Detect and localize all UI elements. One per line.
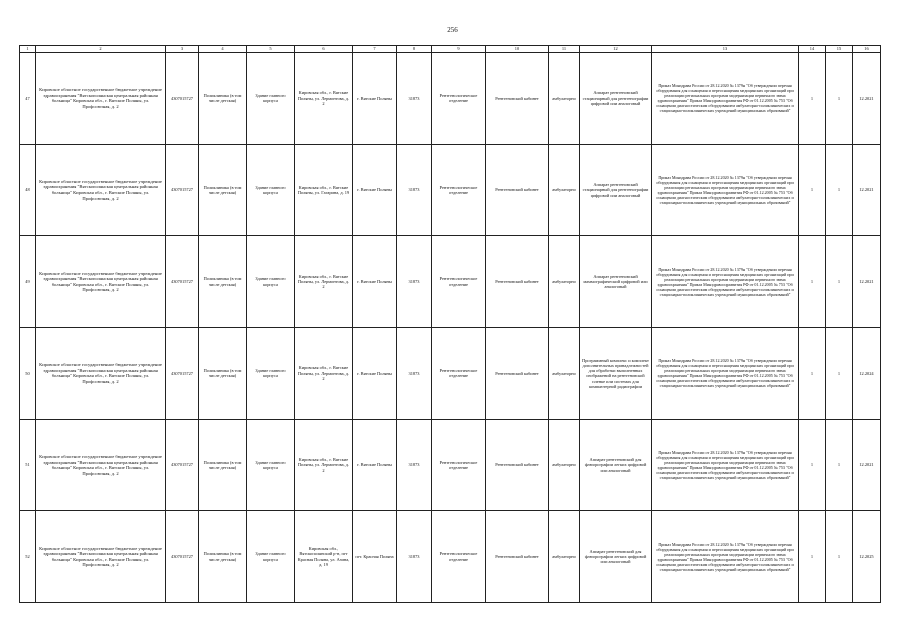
- unit-cell: Поликлиника (в том числе детская): [199, 511, 247, 603]
- equipment-cell: Аппарат рентгеновский для флюорографии легких цифровой или аналоговый: [580, 419, 652, 511]
- equipment-cell: Аппарат рентгеновский маммографический цифровой или аналоговый: [580, 236, 652, 328]
- inn-cell: 4307015727: [166, 144, 199, 236]
- building-cell: Здание главного корпуса: [247, 144, 295, 236]
- code-cell: 31873: [397, 53, 432, 145]
- room-cell: Рентгеновский кабинет: [486, 53, 549, 145]
- care-type-cell: амбулаторно: [549, 236, 580, 328]
- quantity-cell: 1: [826, 53, 853, 145]
- code-cell: 31873: [397, 511, 432, 603]
- column-header: 12: [580, 46, 652, 53]
- page-number: 256: [447, 26, 458, 34]
- department-cell: Рентгенологическое отделение: [432, 328, 486, 420]
- column-header: 14: [799, 46, 826, 53]
- column-header: 11: [549, 46, 580, 53]
- unit-cell: Поликлиника (в том числе детская): [199, 53, 247, 145]
- unit-cell: Поликлиника (в том числе детская): [199, 236, 247, 328]
- equipment-cell: Аппарат рентгеновский для флюорографии легких цифровой или аналоговый: [580, 511, 652, 603]
- column-header: 1: [20, 46, 36, 53]
- unit-cell: Поликлиника (в том числе детская): [199, 144, 247, 236]
- quantity-cell: 1: [799, 144, 826, 236]
- inn-cell: 4307015727: [166, 236, 199, 328]
- quantity-cell: 1: [826, 236, 853, 328]
- care-type-cell: амбулаторно: [549, 144, 580, 236]
- row-number-cell: 52: [20, 511, 36, 603]
- room-cell: Рентгеновский кабинет: [486, 328, 549, 420]
- address-cell: Кировская обл., Вятскополянский р-н, пгт Красная Поляна, ул. Азина, д. 19: [295, 511, 353, 603]
- inn-cell: 4307015727: [166, 511, 199, 603]
- date-cell: 12.2021: [853, 419, 881, 511]
- code-cell: 31873: [397, 144, 432, 236]
- care-type-cell: амбулаторно: [549, 419, 580, 511]
- unit-cell: Поликлиника (в том числе детская): [199, 419, 247, 511]
- care-type-cell: амбулаторно: [549, 53, 580, 145]
- quantity-cell: 1: [799, 236, 826, 328]
- row-number-cell: 50: [20, 328, 36, 420]
- quantity-cell: 1: [826, 419, 853, 511]
- city-cell: г. Вятские Поляны: [353, 144, 397, 236]
- unit-cell: Поликлиника (в том числе детская): [199, 328, 247, 420]
- regulation-cell: Приказ Минздрава России от 28.12.2020 № 1379н "Об утверждении перечня оборудования для оснащения и переоснащения медицинских организаций при реализации региональных программ модернизации первичного звена здравоохранения" Приказ Минздравсоцразвития РФ от 01.12.2005 № 753 "Об оснащении диагностическим оборудованием амбулаторно-поликлинических и стационарно-поликлинических учреждений муниципальных образований": [652, 236, 799, 328]
- quantity-cell: 1: [799, 328, 826, 420]
- column-header: 15: [826, 46, 853, 53]
- city-cell: г. Вятские Поляны: [353, 53, 397, 145]
- quantity-cell: 1: [826, 144, 853, 236]
- quantity-cell: 1: [826, 511, 853, 603]
- room-cell: Рентгеновский кабинет: [486, 144, 549, 236]
- column-header: 8: [397, 46, 432, 53]
- equipment-cell: Аппарат рентгеновский стационарный для рентгенографии цифровой или аналоговый: [580, 53, 652, 145]
- column-header: 4: [199, 46, 247, 53]
- regulation-cell: Приказ Минздрава России от 28.12.2020 № 1379н "Об утверждении перечня оборудования для оснащения и переоснащения медицинских организаций при реализации региональных программ модернизации первичного звена здравоохранения" Приказ Минздравсоцразвития РФ от 01.12.2005 № 753 "Об оснащении диагностическим оборудованием амбулаторно-поликлинических и стационарно-поликлинических учреждений муниципальных образований": [652, 144, 799, 236]
- code-cell: 31873: [397, 236, 432, 328]
- table-row: [20, 419, 881, 511]
- column-header: 16: [853, 46, 881, 53]
- room-cell: Рентгеновский кабинет: [486, 236, 549, 328]
- address-cell: Кировская обл., г. Вятские Поляны, ул. Лермонтова, д. 2: [295, 53, 353, 145]
- equipment-table: [19, 45, 881, 603]
- address-cell: Кировская обл., г. Вятские Поляны, ул. Лермонтова, д. 2: [295, 328, 353, 420]
- organization-cell: Кировское областное государственное бюджетное учреждение здравоохранения "Вятскополянская центральная районная больница" Кировская обл., г. Вятские Поляны, ул. Профсоюзная, д. 2: [36, 236, 166, 328]
- quantity-cell: 1: [799, 419, 826, 511]
- organization-cell: Кировское областное государственное бюджетное учреждение здравоохранения "Вятскополянская центральная районная больница" Кировская обл., г. Вятские Поляны, ул. Профсоюзная, д. 2: [36, 328, 166, 420]
- quantity-cell: 1: [799, 53, 826, 145]
- address-cell: Кировская обл., г. Вятские Поляны, ул. Лермонтова, д. 2: [295, 236, 353, 328]
- building-cell: Здание главного корпуса: [247, 236, 295, 328]
- column-header: 6: [295, 46, 353, 53]
- address-cell: Кировская обл., г. Вятские Поляны, ул. Лермонтова, д. 2: [295, 419, 353, 511]
- code-cell: 31873: [397, 328, 432, 420]
- column-header: 10: [486, 46, 549, 53]
- quantity-cell: 1: [826, 328, 853, 420]
- row-number-cell: 51: [20, 419, 36, 511]
- table-body: [20, 53, 881, 603]
- inn-cell: 4307015727: [166, 419, 199, 511]
- department-cell: Рентгенологическое отделение: [432, 511, 486, 603]
- date-cell: 12.2024: [853, 328, 881, 420]
- building-cell: Здание главного корпуса: [247, 419, 295, 511]
- row-number-cell: 48: [20, 144, 36, 236]
- address-cell: Кировская обл., г. Вятские Поляны, ул. Гагарина, д. 19: [295, 144, 353, 236]
- column-header: 9: [432, 46, 486, 53]
- date-cell: 12.2021: [853, 236, 881, 328]
- table-row: [20, 328, 881, 420]
- organization-cell: Кировское областное государственное бюджетное учреждение здравоохранения "Вятскополянская центральная районная больница" Кировская обл., г. Вятские Поляны, ул. Профсоюзная, д. 2: [36, 511, 166, 603]
- row-number-cell: 47: [20, 53, 36, 145]
- table-row: [20, 53, 881, 145]
- inn-cell: 4307015727: [166, 53, 199, 145]
- column-header: 2: [36, 46, 166, 53]
- table-row: [20, 144, 881, 236]
- building-cell: Здание главного корпуса: [247, 511, 295, 603]
- row-number-cell: 49: [20, 236, 36, 328]
- column-header: 5: [247, 46, 295, 53]
- room-cell: Рентгеновский кабинет: [486, 419, 549, 511]
- code-cell: 31873: [397, 419, 432, 511]
- date-cell: 12.2021: [853, 144, 881, 236]
- table-row: [20, 236, 881, 328]
- city-cell: г. Вятские Поляны: [353, 419, 397, 511]
- department-cell: Рентгенологическое отделение: [432, 236, 486, 328]
- department-cell: Рентгенологическое отделение: [432, 419, 486, 511]
- care-type-cell: амбулаторно: [549, 511, 580, 603]
- city-cell: г. Вятские Поляны: [353, 236, 397, 328]
- regulation-cell: Приказ Минздрава России от 28.12.2020 № 1379н "Об утверждении перечня оборудования для оснащения и переоснащения медицинских организаций при реализации региональных программ модернизации первичного звена здравоохранения" Приказ Минздравсоцразвития РФ от 01.12.2005 № 753 "Об оснащении диагностическим оборудованием амбулаторно-поликлинических и стационарно-поликлинических учреждений муниципальных образований": [652, 53, 799, 145]
- date-cell: 12.2021: [853, 53, 881, 145]
- column-header: 7: [353, 46, 397, 53]
- date-cell: 12.2025: [853, 511, 881, 603]
- regulation-cell: Приказ Минздрава России от 28.12.2020 № 1379н "Об утверждении перечня оборудования для оснащения и переоснащения медицинских организаций при реализации региональных программ модернизации первичного звена здравоохранения" Приказ Минздравсоцразвития РФ от 01.12.2005 № 753 "Об оснащении диагностическим оборудованием амбулаторно-поликлинических и стационарно-поликлинических учреждений муниципальных образований": [652, 419, 799, 511]
- room-cell: Рентгеновский кабинет: [486, 511, 549, 603]
- building-cell: Здание главного корпуса: [247, 53, 295, 145]
- inn-cell: 4307015727: [166, 328, 199, 420]
- column-header: 3: [166, 46, 199, 53]
- care-type-cell: амбулаторно: [549, 328, 580, 420]
- organization-cell: Кировское областное государственное бюджетное учреждение здравоохранения "Вятскополянская центральная районная больница" Кировская обл., г. Вятские Поляны, ул. Профсоюзная, д. 2: [36, 144, 166, 236]
- table-row: [20, 511, 881, 603]
- city-cell: г. Вятские Поляны: [353, 328, 397, 420]
- organization-cell: Кировское областное государственное бюджетное учреждение здравоохранения "Вятскополянская центральная районная больница" Кировская обл., г. Вятские Поляны, ул. Профсоюзная, д. 2: [36, 419, 166, 511]
- department-cell: Рентгенологическое отделение: [432, 53, 486, 145]
- quantity-cell: 1: [799, 511, 826, 603]
- equipment-cell: Аппарат рентгеновский стационарный для рентгенографии цифровой или аналоговый: [580, 144, 652, 236]
- column-header: 13: [652, 46, 799, 53]
- equipment-cell: Программный комплекс и комплект дополнительных принадлежностей для обработки выполненных изображений на рентгеновской пленке или системах для компьютерной радиографии: [580, 328, 652, 420]
- regulation-cell: Приказ Минздрава России от 28.12.2020 № 1379н "Об утверждении перечня оборудования для оснащения и переоснащения медицинских организаций при реализации региональных программ модернизации первичного звена здравоохранения" Приказ Минздравсоцразвития РФ от 01.12.2005 № 753 "Об оснащении диагностическим оборудованием амбулаторно-поликлинических и стационарно-поликлинических учреждений муниципальных образований": [652, 511, 799, 603]
- organization-cell: Кировское областное государственное бюджетное учреждение здравоохранения "Вятскополянская центральная районная больница" Кировская обл., г. Вятские Поляны, ул. Профсоюзная, д. 2: [36, 53, 166, 145]
- city-cell: пгт. Красная Поляна: [353, 511, 397, 603]
- header-row: [20, 46, 881, 53]
- building-cell: Здание главного корпуса: [247, 328, 295, 420]
- regulation-cell: Приказ Минздрава России от 28.12.2020 № 1379н "Об утверждении перечня оборудования для оснащения и переоснащения медицинских организаций при реализации региональных программ модернизации первичного звена здравоохранения" Приказ Минздравсоцразвития РФ от 01.12.2005 № 753 "Об оснащении диагностическим оборудованием амбулаторно-поликлинических и стационарно-поликлинических учреждений муниципальных образований": [652, 328, 799, 420]
- department-cell: Рентгенологическое отделение: [432, 144, 486, 236]
